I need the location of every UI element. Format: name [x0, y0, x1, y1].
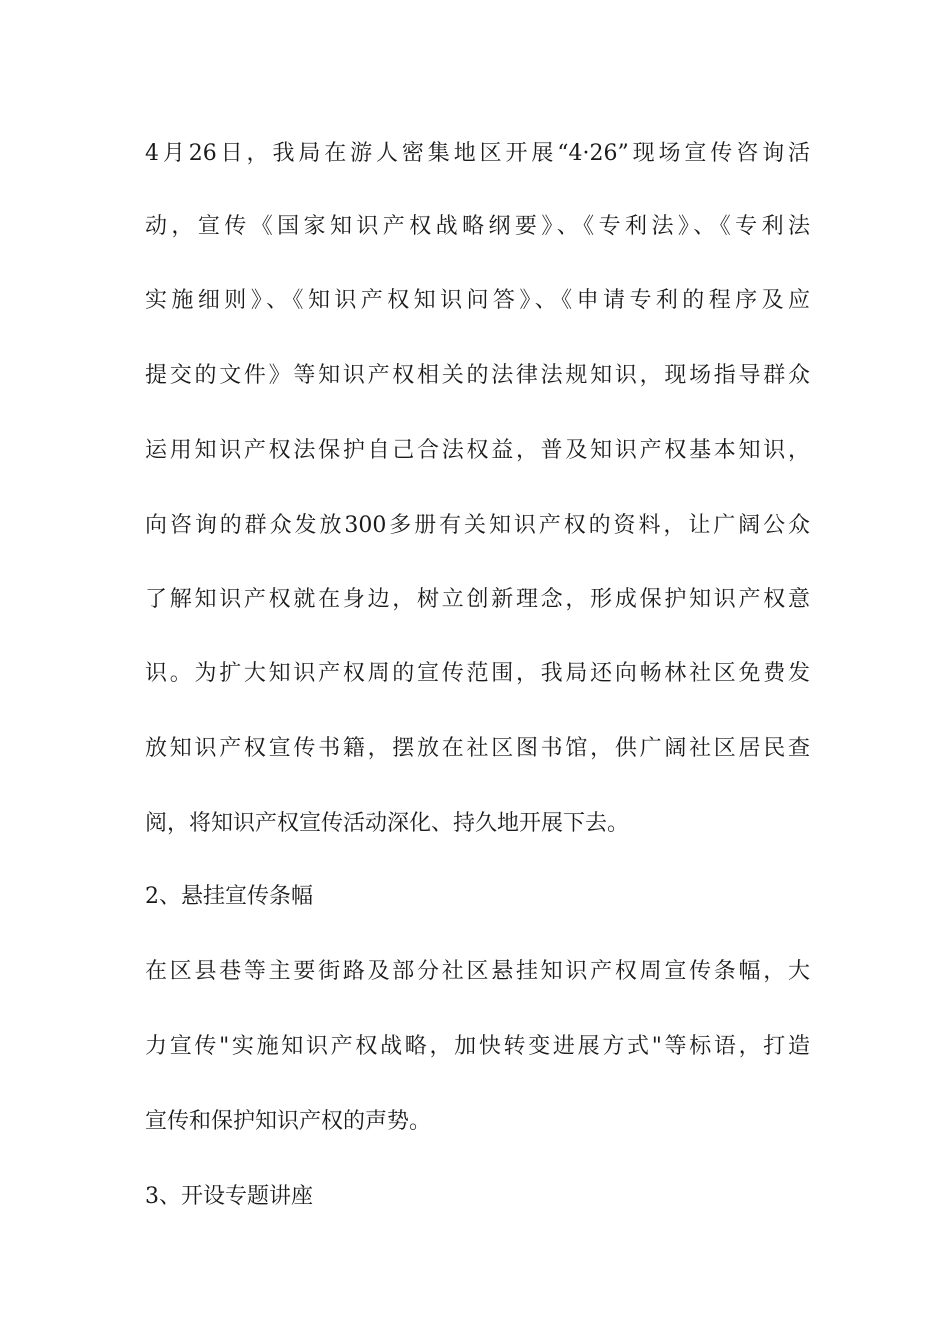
paragraph-1-line-4: 提交的文件》等知识产权相关的法律法规知识，现场指导群众 — [145, 363, 810, 388]
paragraph-1-line-10: 阅，将知识产权宣传活动深化、持久地开展下去。 — [145, 811, 630, 836]
section-heading-2: 2、悬挂宣传条幅 — [145, 884, 313, 909]
paragraph-1-line-8: 识。为扩大知识产权周的宣传范围，我局还向畅林社区免费发 — [145, 661, 810, 686]
paragraph-1-line-7: 了解知识产权就在身边，树立创新理念，形成保护知识产权意 — [145, 587, 810, 612]
paragraph-1-line-2: 动，宣传《国家知识产权战略纲要》、《专利法》、《专利法 — [145, 214, 810, 239]
paragraph-2-line-2: 力宣传"实施知识产权战略，加快转变进展方式"等标语，打造 — [145, 1034, 810, 1059]
section-heading-3: 3、开设专题讲座 — [145, 1184, 313, 1209]
paragraph-1-line-9: 放知识产权宣传书籍，摆放在社区图书馆，供广阔社区居民查 — [145, 736, 810, 761]
paragraph-1-line-6: 向咨询的群众发放300多册有关知识产权的资料，让广阔公众 — [145, 513, 810, 538]
paragraph-2-line-1: 在区县巷等主要街路及部分社区悬挂知识产权周宣传条幅，大 — [145, 959, 810, 984]
paragraph-1-line-5: 运用知识产权法保护自己合法权益，普及知识产权基本知识， — [145, 438, 810, 463]
paragraph-1-line-3: 实施细则》、《知识产权知识问答》、《申请专利的程序及应 — [145, 288, 810, 313]
paragraph-2-line-3: 宣传和保护知识产权的声势。 — [145, 1109, 432, 1134]
paragraph-1-line-1: 4月26日，我局在游人密集地区开展“4·26”现场宣传咨询活 — [145, 141, 810, 166]
